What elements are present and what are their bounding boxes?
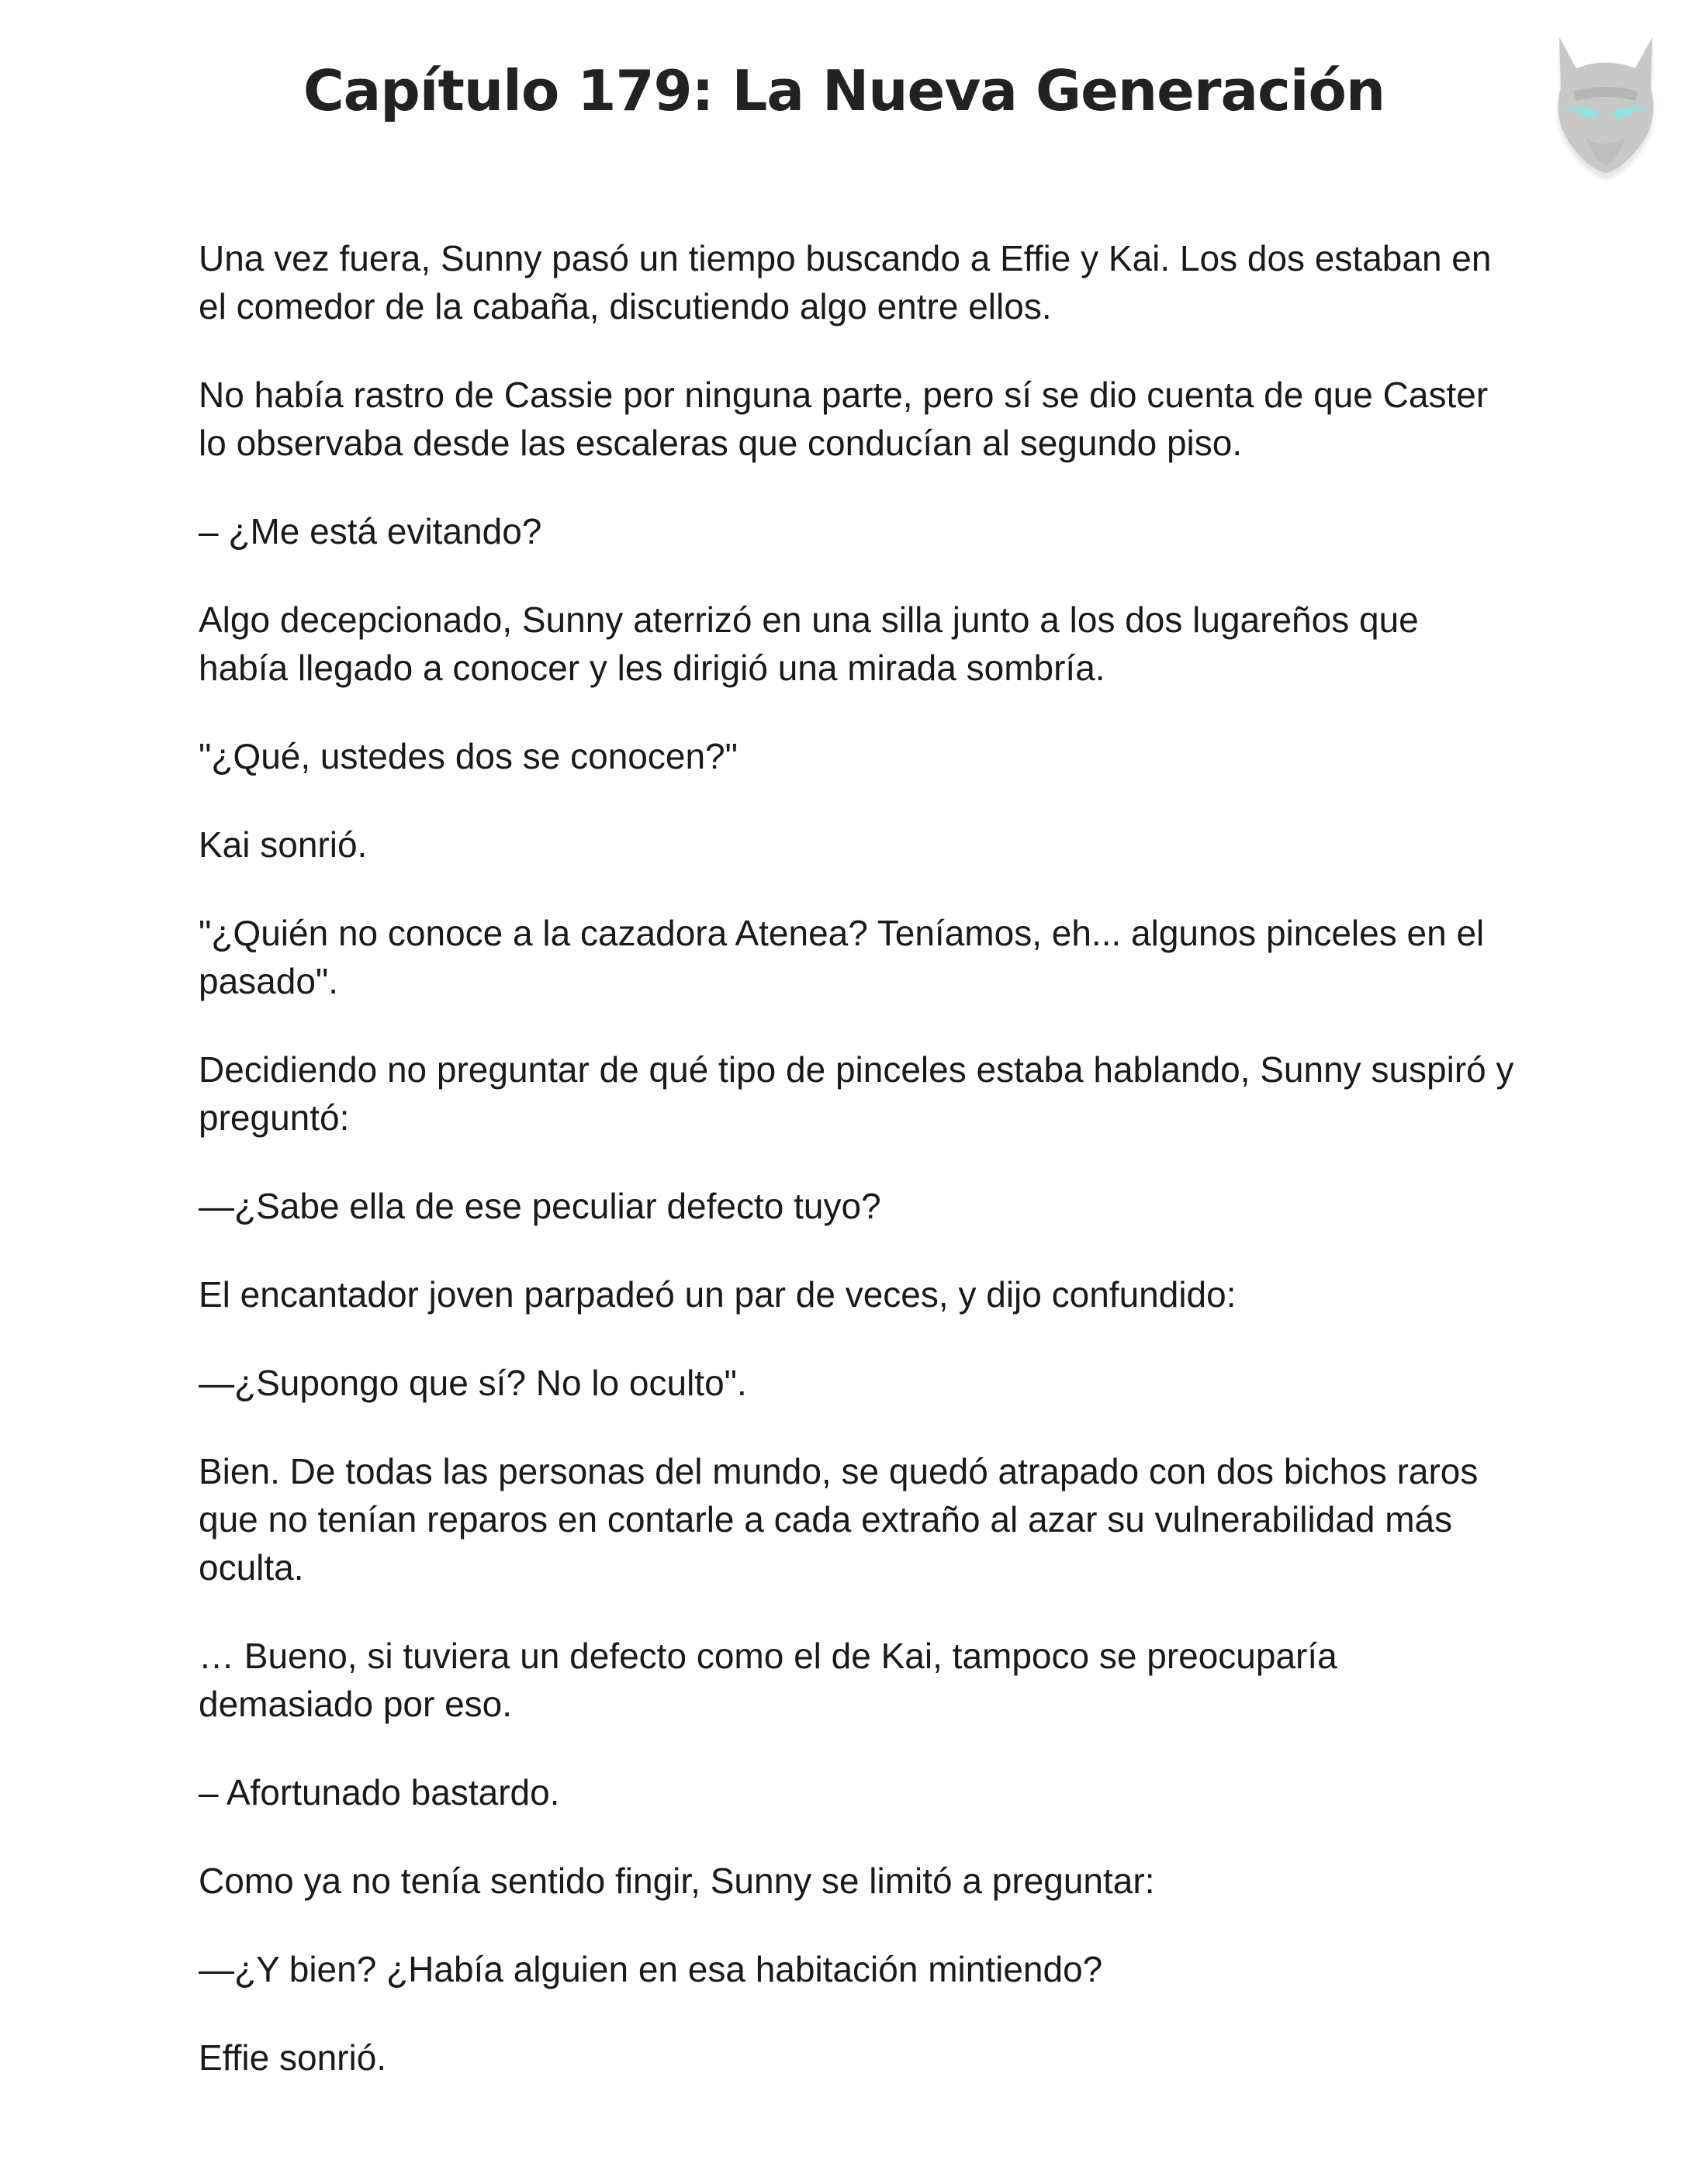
paragraph: —¿Y bien? ¿Había alguien en esa habitación mintiendo? — [199, 1949, 1103, 1989]
paragraph: – Afortunado bastardo. — [199, 1772, 560, 1813]
horned-demon-mask-icon — [1528, 14, 1683, 185]
paragraph: Decidiendo no preguntar de qué tipo de pinceles estaba hablando, Sunny suspiró y preguntó: — [199, 1049, 1514, 1138]
chapter-body — [199, 234, 1517, 2122]
chapter-title: Capítulo 179: La Nueva Generación — [303, 58, 1385, 123]
paragraph: … Bueno, si tuviera un defecto como el de Kai, tampoco se preocuparía demasiado por eso. — [199, 1636, 1337, 1724]
paragraph: Algo decepcionado, Sunny aterrizó en una silla junto a los dos lugareños que había llegado a conocer y les dirigió una mirada sombría. — [199, 600, 1419, 688]
paragraph: Como ya no tenía sentido fingir, Sunny se limitó a preguntar: — [199, 1861, 1155, 1901]
paragraph: Kai sonrió. — [199, 824, 368, 865]
paragraph: "¿Qué, ustedes dos se conocen?" — [199, 736, 738, 776]
paragraph: Effie sonrió. — [199, 2037, 387, 2078]
paragraph: Bien. De todas las personas del mundo, se quedó atrapado con dos bichos raros que no tenían reparos en contarle a cada extraño al azar su vulnerabilidad más oculta. — [199, 1451, 1479, 1588]
paragraph: "¿Quién no conoce a la cazadora Atenea? Teníamos, eh... algunos pinceles en el pasado". — [199, 913, 1485, 1001]
paragraph: El encantador joven parpadeó un par de veces, y dijo confundido: — [199, 1274, 1237, 1315]
paragraph: —¿Sabe ella de ese peculiar defecto tuyo? — [199, 1186, 881, 1226]
paragraph: —¿Supongo que sí? No lo oculto". — [199, 1363, 747, 1403]
paragraph: – ¿Me está evitando? — [199, 511, 542, 551]
paragraph: No había rastro de Cassie por ninguna parte, pero sí se dio cuenta de que Caster lo observaba desde las escaleras que conducían al segundo piso. — [199, 375, 1489, 463]
paragraph: Una vez fuera, Sunny pasó un tiempo buscando a Effie y Kai. Los dos estaban en el comedor de la cabaña, discutiendo algo entre ellos. — [199, 238, 1492, 327]
